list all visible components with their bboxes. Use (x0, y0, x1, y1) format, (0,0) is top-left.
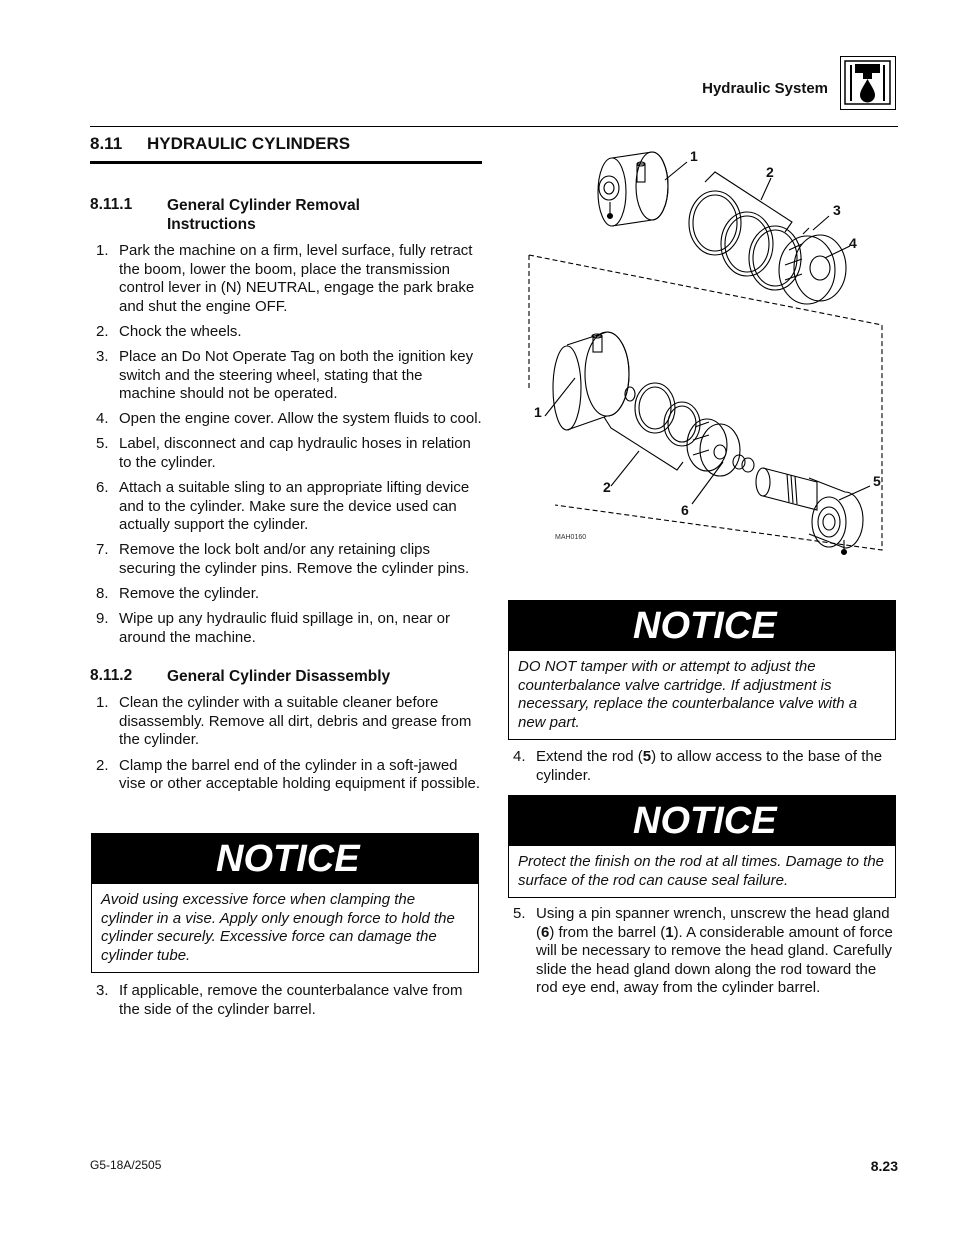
section-number: 8.11 (90, 134, 123, 153)
disassembly-step-5 (508, 905, 898, 998)
notice-text: Protect the finish on the rod at all times. Damage to the surface of the rod can cause seal failure. (518, 853, 885, 889)
notice-rod (508, 795, 896, 898)
header-section-title: Hydraulic System (702, 80, 828, 97)
disassembly-steps (90, 694, 482, 793)
cylinder-exploded-diagram (527, 140, 895, 570)
disassembly-step-4 (508, 748, 898, 785)
list-item-number: 4. (96, 410, 109, 428)
list-item (90, 694, 482, 750)
list-item-text: Label, disconnect and cap hydraulic hoses in relation to the cylinder. (119, 435, 471, 471)
notice-text: DO NOT tamper with or attempt to adjust the counterbalance valve cartridge. If adjustment is necessary, replace the counterbalance valve with a new part. (518, 658, 858, 731)
list-item (90, 757, 482, 794)
list-item-text: Clean the cylinder with a suitable cleaner before disassembly. Remove all dirt, debris and grease from the cylinder. (119, 694, 472, 749)
notice-heading: NOTICE (509, 796, 895, 846)
removal-number: 8.11.1 (90, 196, 133, 213)
diagram-label: 3 (833, 202, 841, 218)
header-rule (90, 126, 898, 127)
list-item: 5. Using a pin spanner wrench, unscrew the head gland (6) from the barrel (1). A considerable amount of force will be necessary to remove the head gland. Carefully slide the head gland down along the rod toward the rod eye end, away from the cylinder barrel. (513, 905, 893, 997)
list-item-number: 1. (96, 694, 109, 712)
disassembly-title: General Cylinder Disassembly (167, 668, 391, 686)
list-item-number: 6. (96, 479, 109, 497)
diagram-label: 2 (766, 164, 774, 180)
diagram-label: 4 (849, 235, 857, 251)
notice-clamp (91, 833, 479, 973)
list-item-text: Wipe up any hydraulic fluid spillage in, on, near or around the machine. (119, 610, 451, 646)
disassembly-heading (90, 667, 482, 686)
list-item-text: Clamp the barrel end of the cylinder in a soft-jawed vise or other acceptable holding equipment if possible. (119, 756, 481, 793)
diagram-label: 1 (534, 404, 542, 420)
list-item: 3. If applicable, remove the counterbalance valve from the side of the cylinder barrel. (96, 982, 463, 1018)
list-item (90, 242, 482, 316)
section-heading (90, 134, 482, 164)
section-title: HYDRAULIC CYLINDERS (147, 134, 351, 153)
footer-doc-id: G5-18A/2505 (90, 1158, 162, 1172)
list-item-text: Park the machine on a firm, level surface, fully retract the boom, lower the boom, place the transmission control lever in (N) NEUTRAL, engage the park brake and shut the engine OFF. (119, 242, 475, 315)
list-item-text: Open the engine cover. Allow the system fluids to cool. (119, 410, 482, 428)
list-item-text: Remove the cylinder. (119, 585, 260, 602)
list-item: 4. Extend the rod (5) to allow access to the base of the cylinder. (513, 748, 883, 784)
diagram-code: MAH0160 (555, 534, 587, 541)
list-item-number: 2. (96, 756, 109, 774)
list-item-number: 1. (96, 242, 109, 259)
diagram-label: 6 (681, 502, 689, 518)
list-item (90, 348, 482, 404)
list-item-text: Chock the wheels. (119, 322, 242, 340)
removal-heading (90, 196, 482, 234)
list-item-number: 2. (96, 322, 109, 340)
list-item (90, 585, 482, 604)
notice-heading: NOTICE (92, 834, 478, 884)
list-item-number: 9. (96, 610, 109, 628)
diagram-label: 1 (690, 148, 698, 164)
removal-steps (90, 242, 482, 647)
removal-title: General Cylinder Removal Instructions (167, 197, 360, 233)
list-item-text: Place an Do Not Operate Tag on both the ignition key switch and the steering wheel, stating that the machine should not be operated. (119, 347, 474, 403)
list-item-text: Attach a suitable sling to an appropriate lifting device and to the cylinder. Make sure the device used can actually support the cylinder. (119, 479, 470, 534)
diagram-label: 5 (873, 473, 881, 489)
list-item (90, 610, 482, 647)
diagram-label: 2 (603, 479, 611, 495)
left-column (90, 134, 482, 800)
list-item-text: Remove the lock bolt and/or any retaining clips securing the cylinder pins. Remove the cylinder pins. (119, 541, 470, 577)
notice-text: Avoid using excessive force when clamping the cylinder in a vise. Apply only enough force to hold the cylinder securely. Excessive force can damage the cylinder tube. (101, 891, 455, 964)
notice-heading: NOTICE (509, 601, 895, 651)
list-item-number: 5. (96, 435, 109, 453)
list-item (90, 323, 482, 342)
hydraulic-system-icon (840, 56, 896, 110)
disassembly-step-3 (90, 982, 482, 1026)
notice-valve (508, 600, 896, 740)
list-item-number: 3. (96, 347, 109, 365)
disassembly-number: 8.11.2 (90, 667, 133, 685)
list-item-number: 8. (96, 585, 109, 602)
list-item-number: 7. (96, 541, 109, 559)
list-item (90, 541, 482, 578)
list-item (90, 435, 482, 472)
list-item (90, 410, 482, 429)
list-item (90, 479, 482, 535)
footer-page-number: 8.23 (870, 1158, 898, 1174)
